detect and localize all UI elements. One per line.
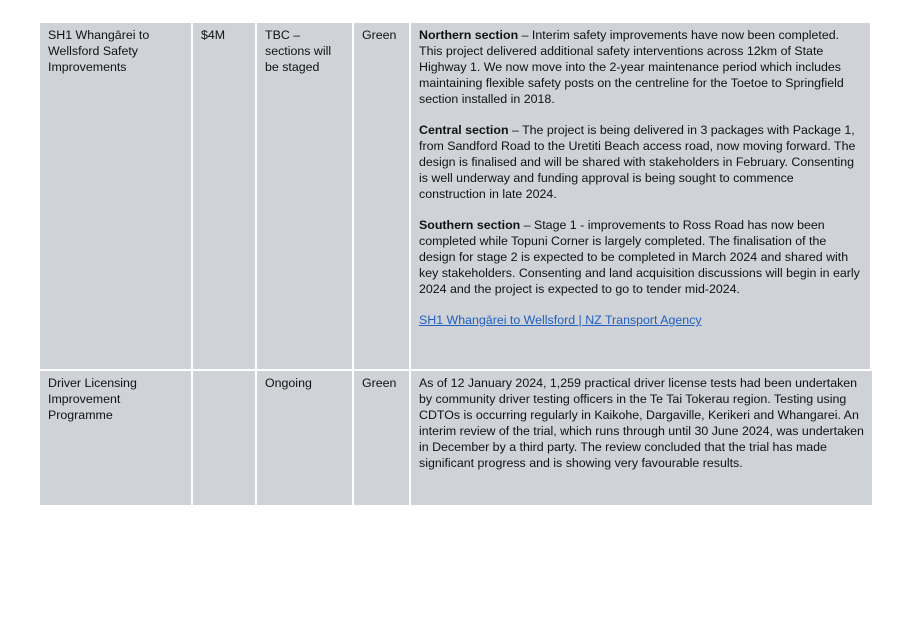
project-page-link[interactable]: SH1 Whangārei to Wellsford | NZ Transport Agency xyxy=(419,313,702,327)
project-name: Driver Licensing Improvement Programme xyxy=(48,376,137,422)
status-cell xyxy=(354,23,411,369)
central-section-paragraph xyxy=(419,122,862,202)
status-cell xyxy=(354,371,411,505)
southern-section-paragraph xyxy=(419,217,862,297)
section-heading: Northern section xyxy=(419,28,519,42)
cost-cell xyxy=(193,23,257,369)
cost-cell xyxy=(193,371,257,505)
link-container xyxy=(419,312,862,328)
project-cost: $4M xyxy=(201,28,226,42)
project-timing: Ongoing xyxy=(265,376,312,390)
project-name-cell xyxy=(40,371,193,505)
commentary-cell xyxy=(411,23,872,369)
section-heading: Southern section xyxy=(419,218,521,232)
commentary-cell xyxy=(411,371,872,505)
status-badge: Green xyxy=(362,376,397,390)
project-status-table xyxy=(40,23,872,505)
project-timing: TBC – sections will be staged xyxy=(265,28,332,74)
commentary-text: As of 12 January 2024, 1,259 practical driver license tests had been undertaken by community driver testing officers in the Te Tai Tokerau region. Testing using CDTOs is occurring regularly in Kaikohe, Dargaville, Kerikeri and Whangarei. An interim review of the trial, which runs through until 30 June 2024, was undertaken in December by a third party. The review concluded that the trial has made significant progress and is showing very favourable results. xyxy=(419,376,864,470)
section-text: – Interim safety improvements have now been completed. This project delivered additional safety interventions across 12km of State Highway 1. We now move into the 2-year maintenance period which includes maintaining flexible safety posts on the centreline for the Toetoe to Springfield section installed in 2018. xyxy=(419,28,844,106)
status-badge: Green xyxy=(362,28,397,42)
timing-cell xyxy=(257,371,354,505)
section-text: – Stage 1 - improvements to Ross Road has now been completed while Topuni Corner is largely completed. The finalisation of the design for stage 2 is expected to be completed in March 2024 and shared with key stakeholders. Consenting and land acquisition discussions will begin in early 2024 and the project is expected to go to tender mid-2024. xyxy=(419,218,860,296)
project-name: SH1 Whangārei to Wellsford Safety Improvements xyxy=(48,28,150,74)
project-name-cell xyxy=(40,23,193,369)
section-heading: Central section xyxy=(419,123,509,137)
section-text: – The project is being delivered in 3 packages with Package 1, from Sandford Road to the Uretiti Beach access road, now moving forward. The design is finalised and will be shared with stakeholders in February. Consenting is well underway and funding approval is being sought to commence construction in late 2024. xyxy=(419,123,856,201)
northern-section-paragraph xyxy=(419,27,862,107)
timing-cell xyxy=(257,23,354,369)
